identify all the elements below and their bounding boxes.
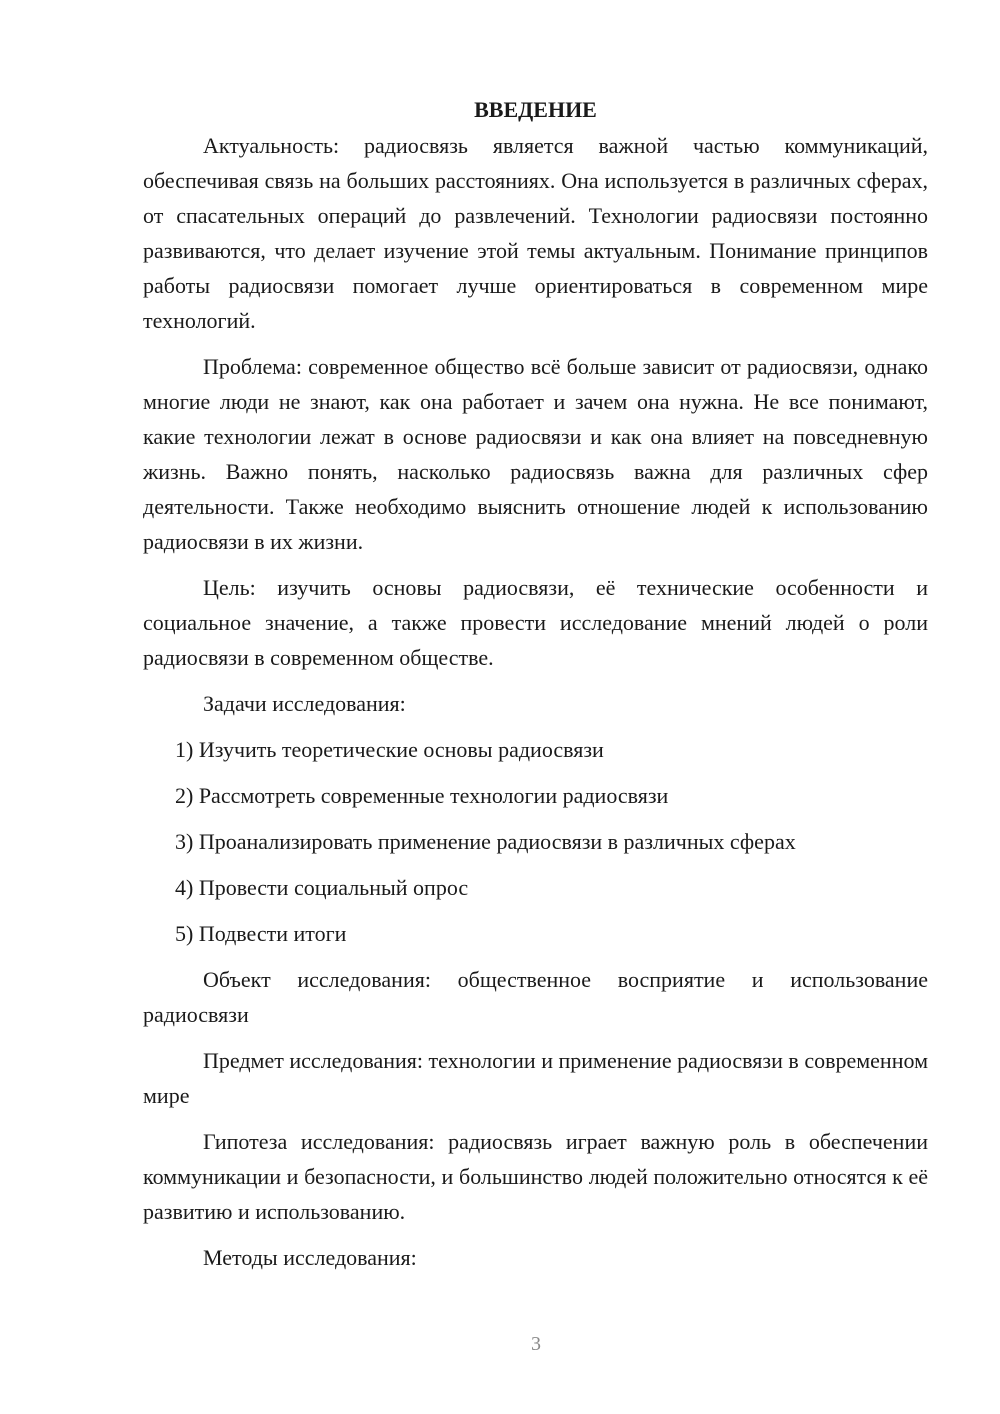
list-item: 3) Проанализировать применение радиосвязи в различных сферах (175, 829, 796, 854)
tasks-heading: Задачи исследования: (203, 691, 406, 716)
paragraph-relevance: Актуальность: радиосвязь является важной частью коммуникаций, обеспечивая связь на больших расстояниях. Она используется в различных сферах, от спасательных операций до развлечений. Технологии радиосвязи постоянно развиваются, что делает изучение этой темы актуальным. Понимание принципов работы радиосвязи помогает лучше ориентироваться в современном мире технологий. (143, 133, 928, 333)
list-item: 2) Рассмотреть современные технологии радиосвязи (175, 783, 669, 808)
methods-heading: Методы исследования: (203, 1245, 417, 1270)
paragraph-problem: Проблема: современное общество всё больше зависит от радиосвязи, однако многие люди не знают, как она работает и зачем она нужна. Не все понимают, какие технологии лежат в основе радиосвязи и как она влияет на повседневную жизнь. Важно понять, насколько радиосвязь важна для различных сфер деятельности. Также необходимо выяснить отношение людей к использованию радиосвязи в их жизни. (143, 354, 928, 554)
paragraph-hypothesis: Гипотеза исследования: радиосвязь играет важную роль в обеспечении коммуникации и безопасности, и большинство людей положительно относятся к её развитию и использованию. (143, 1129, 928, 1224)
document-page (143, 92, 928, 1275)
tasks-list (143, 732, 928, 951)
paragraph-object: Объект исследования: общественное восприятие и использование радиосвязи (143, 967, 928, 1027)
page-number: 3 (531, 1333, 541, 1355)
list-item: 1) Изучить теоретические основы радиосвязи (175, 737, 604, 762)
list-item: 4) Провести социальный опрос (175, 875, 469, 900)
page-title: ВВЕДЕНИЕ (474, 97, 597, 122)
list-item: 5) Подвести итоги (175, 921, 347, 946)
paragraph-goal: Цель: изучить основы радиосвязи, её технические особенности и социальное значение, а также провести исследование мнений людей о роли радиосвязи в современном обществе. (143, 575, 928, 670)
paragraph-subject: Предмет исследования: технологии и применение радиосвязи в современном мире (143, 1048, 928, 1108)
